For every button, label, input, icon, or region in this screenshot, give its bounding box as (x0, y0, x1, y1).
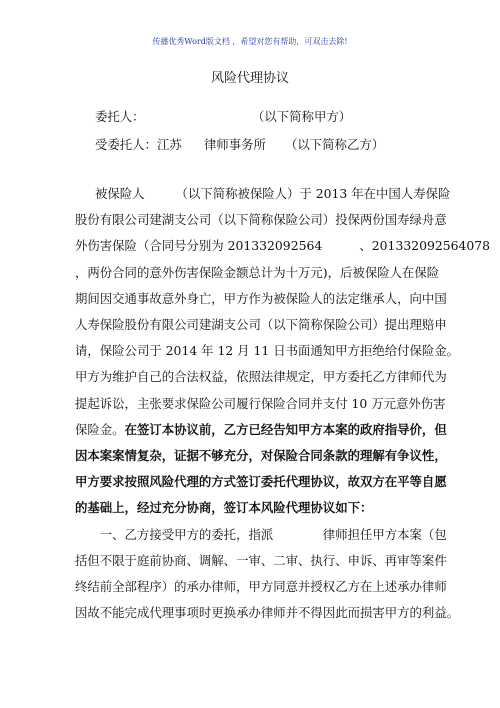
body-line-text: 甲方要求按照风险代理的方式签订委托代理协议，故双方在平等自愿 (75, 474, 447, 490)
body-line (75, 289, 447, 307)
body-line-text: 甲方为维护自己的合法权益，依照法律规定，甲方委托乙方律师代为 (75, 369, 447, 385)
body-line-text: 股份有限公司建湖支公司（以下简称保险公司）投保两份国寿绿舟意 (75, 212, 447, 228)
body-line (75, 394, 446, 412)
agent-label: 受委托人：江苏 (95, 137, 182, 152)
body-line (75, 498, 372, 516)
body-line (75, 603, 459, 621)
body-line-text: 因故不能完成代理事项时更换承办律师并不得因此而损害甲方的利益。 (75, 605, 460, 621)
body-line-text: 被保险人 （以下简称被保险人）于 2013 年在中国人寿保险 (95, 186, 451, 201)
body-line (75, 472, 447, 490)
document-title: 风险代理协议 (210, 71, 289, 86)
body-line (75, 446, 447, 464)
body-line (75, 236, 490, 254)
body-line (75, 551, 447, 569)
body-line-text: 括但不限于庭前协商、调解、一审、二审、执行、申诉、再审等案件 (75, 552, 447, 568)
body-line-bold-text: 在签订本协议前，乙方已经告知甲方本案的政府指导价，但 (124, 421, 447, 437)
client-alias: （以下简称甲方） (252, 109, 352, 124)
body-line (75, 210, 447, 228)
agent-alias: （以下简称乙方） (285, 137, 385, 152)
body-line-text: 因本案案情复杂，证据不够充分，对保险合同条款的理解有争议性， (75, 448, 447, 463)
body-line-text: 请，保险公司于 2014 年 12 月 11 日书面通知甲方拒绝给付保险金。 (75, 343, 460, 359)
body-line-text: ，两份合同的意外伤害保险金额总计为十万元)，后被保险人在保险 (75, 264, 440, 280)
client-label: 委托人： (95, 109, 145, 124)
body-line (75, 367, 447, 385)
body-line-text: 人寿保险股份有限公司建湖支公司（以下简称保险公司）提出理赔申 (75, 317, 447, 332)
body-line-text: 一、乙方接受甲方的委托，指派 律师担任甲方本案（包 (75, 526, 447, 542)
body-line-text: 期间因交通事故意外身亡，甲方作为被保险人的法定继承人，向中国 (75, 290, 447, 306)
body-line (75, 420, 447, 438)
body-line (75, 315, 447, 333)
body-line (75, 577, 447, 595)
banner-text: 传播优秀Word版文档 ，希望对您有帮助，可双击去除! (152, 37, 348, 46)
body-line-text: 保险金。 (75, 421, 125, 437)
body-line-text: 外伤害保险（合同号分别为 201332092564 、201332092564078 (75, 238, 491, 254)
body-line-text: 终结前全部程序）的承办律师，甲方同意并授权乙方在上述承办律师 (75, 579, 447, 594)
body-line (75, 341, 459, 359)
body-line (95, 184, 450, 202)
body-line (75, 263, 439, 281)
body-line (75, 525, 447, 543)
body-line-text: 提起诉讼，主张要求保险公司履行保险合同并支付 10 万元意外伤害 (75, 395, 446, 411)
body-line-text: 的基础上，经过充分协商，签订本风险代理协议如下： (75, 500, 373, 516)
agent-firm: 律师事务所 (204, 137, 266, 152)
